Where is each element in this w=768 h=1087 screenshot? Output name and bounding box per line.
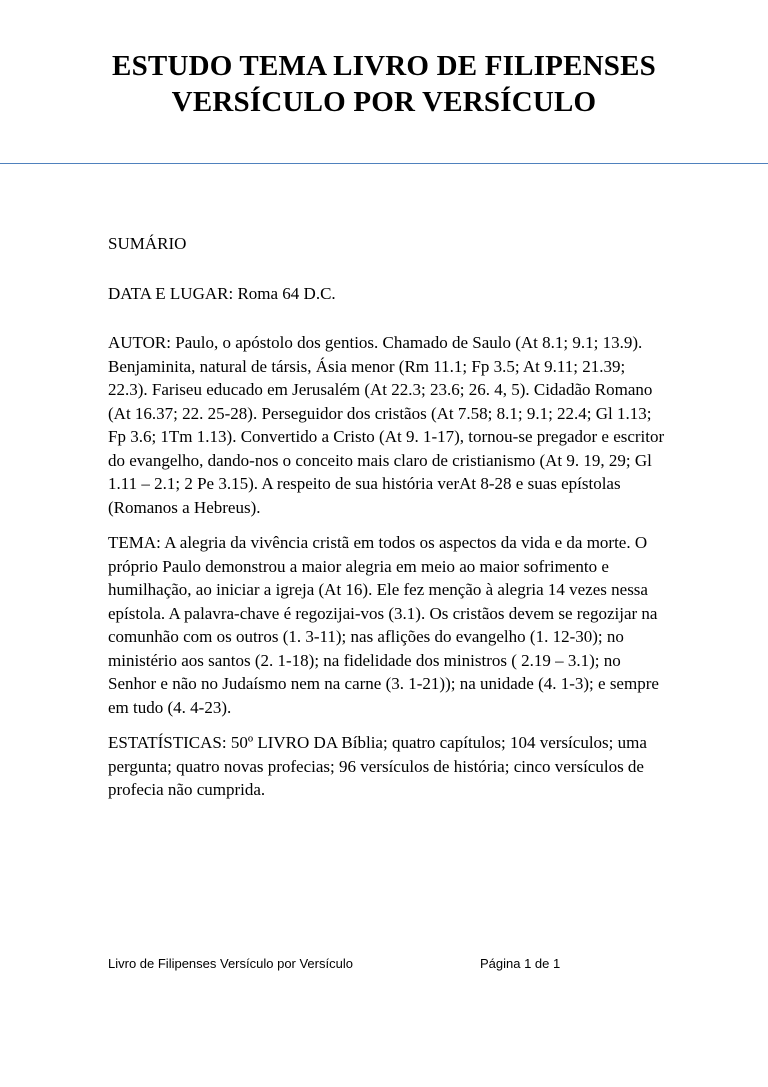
tema-text: A alegria da vivência cristã em todos os aspectos da vida e da morte. O próprio Paulo demonstrou a maior alegria em meio ao maior sofrimento e humilhação, ao iniciar a igreja (At 16). Ele fez menção à alegria 14 vezes nessa epístola. A palavra-chave é regozijai-vos (3.1). Os cristãos devem se regozijar na comunhão com os outros (1. 3-11); nas aflições do evangelho (1. 12-30); no ministério aos santos (2. 1-18); na fidelidade dos ministros ( 2.19 – 3.1); no Senhor e não no Judaísmo nem na carne (3. 1-21)); na unidade (4. 1-3); e sempre em tudo (4. 4-23). (108, 533, 659, 717)
document-body (108, 232, 668, 814)
document-title-line-1: ESTUDO TEMA LIVRO DE FILIPENSES (112, 50, 656, 82)
estatisticas-text: 50º LIVRO DA Bíblia; quatro capítulos; 104 versículos; uma pergunta; quatro novas profecias; 96 versículos de história; cinco versículos de profecia não cumprida. (108, 733, 647, 799)
header-divider (0, 163, 768, 164)
footer-page-number: Página 1 de 1 (480, 956, 561, 971)
footer-document-name: Livro de Filipenses Versículo por Versículo (108, 956, 353, 971)
section-tema (108, 531, 668, 719)
data-lugar-label: DATA E LUGAR: (108, 283, 234, 303)
section-estatisticas (108, 731, 668, 802)
data-lugar-text: Roma 64 D.C. (233, 283, 336, 303)
autor-text: Paulo, o apóstolo dos gentios. Chamado de Saulo (At 8.1; 9.1; 13.9). Benjaminita, natural de társis, Ásia menor (Rm 11.1; Fp 3.5; At 9.11; 21.39; 22.3). Fariseu educado em Jerusalém (At 22.3; 23.6; 26. 4, 5). Cidadão Romano (At 16.37; 22. 25-28). Perseguidor dos cristãos (At 7.58; 8.1; 9.1; 22.4; Gl 1.13; Fp 3.6; 1Tm 1.13). Convertido a Cristo (At 9. 1-17), tornou-se pregador e escritor do evangelho, dando-nos o conceito mais claro de cristianismo (At 9. 19, 29; Gl 1.11 – 2.1; 2 Pe 3.15). A respeito de sua história verAt 8-28 e suas epístolas (Romanos a Hebreus). (108, 333, 665, 517)
document-title-line-2: VERSÍCULO POR VERSÍCULO (171, 86, 597, 118)
tema-label: TEMA: (108, 533, 161, 552)
page-header (0, 48, 768, 120)
section-autor (108, 331, 668, 519)
section-data-lugar (108, 282, 668, 306)
section-sumario: SUMÁRIO (108, 234, 187, 253)
estatisticas-label: ESTATÍSTICAS: (108, 733, 227, 752)
autor-label: AUTOR: (108, 333, 171, 352)
